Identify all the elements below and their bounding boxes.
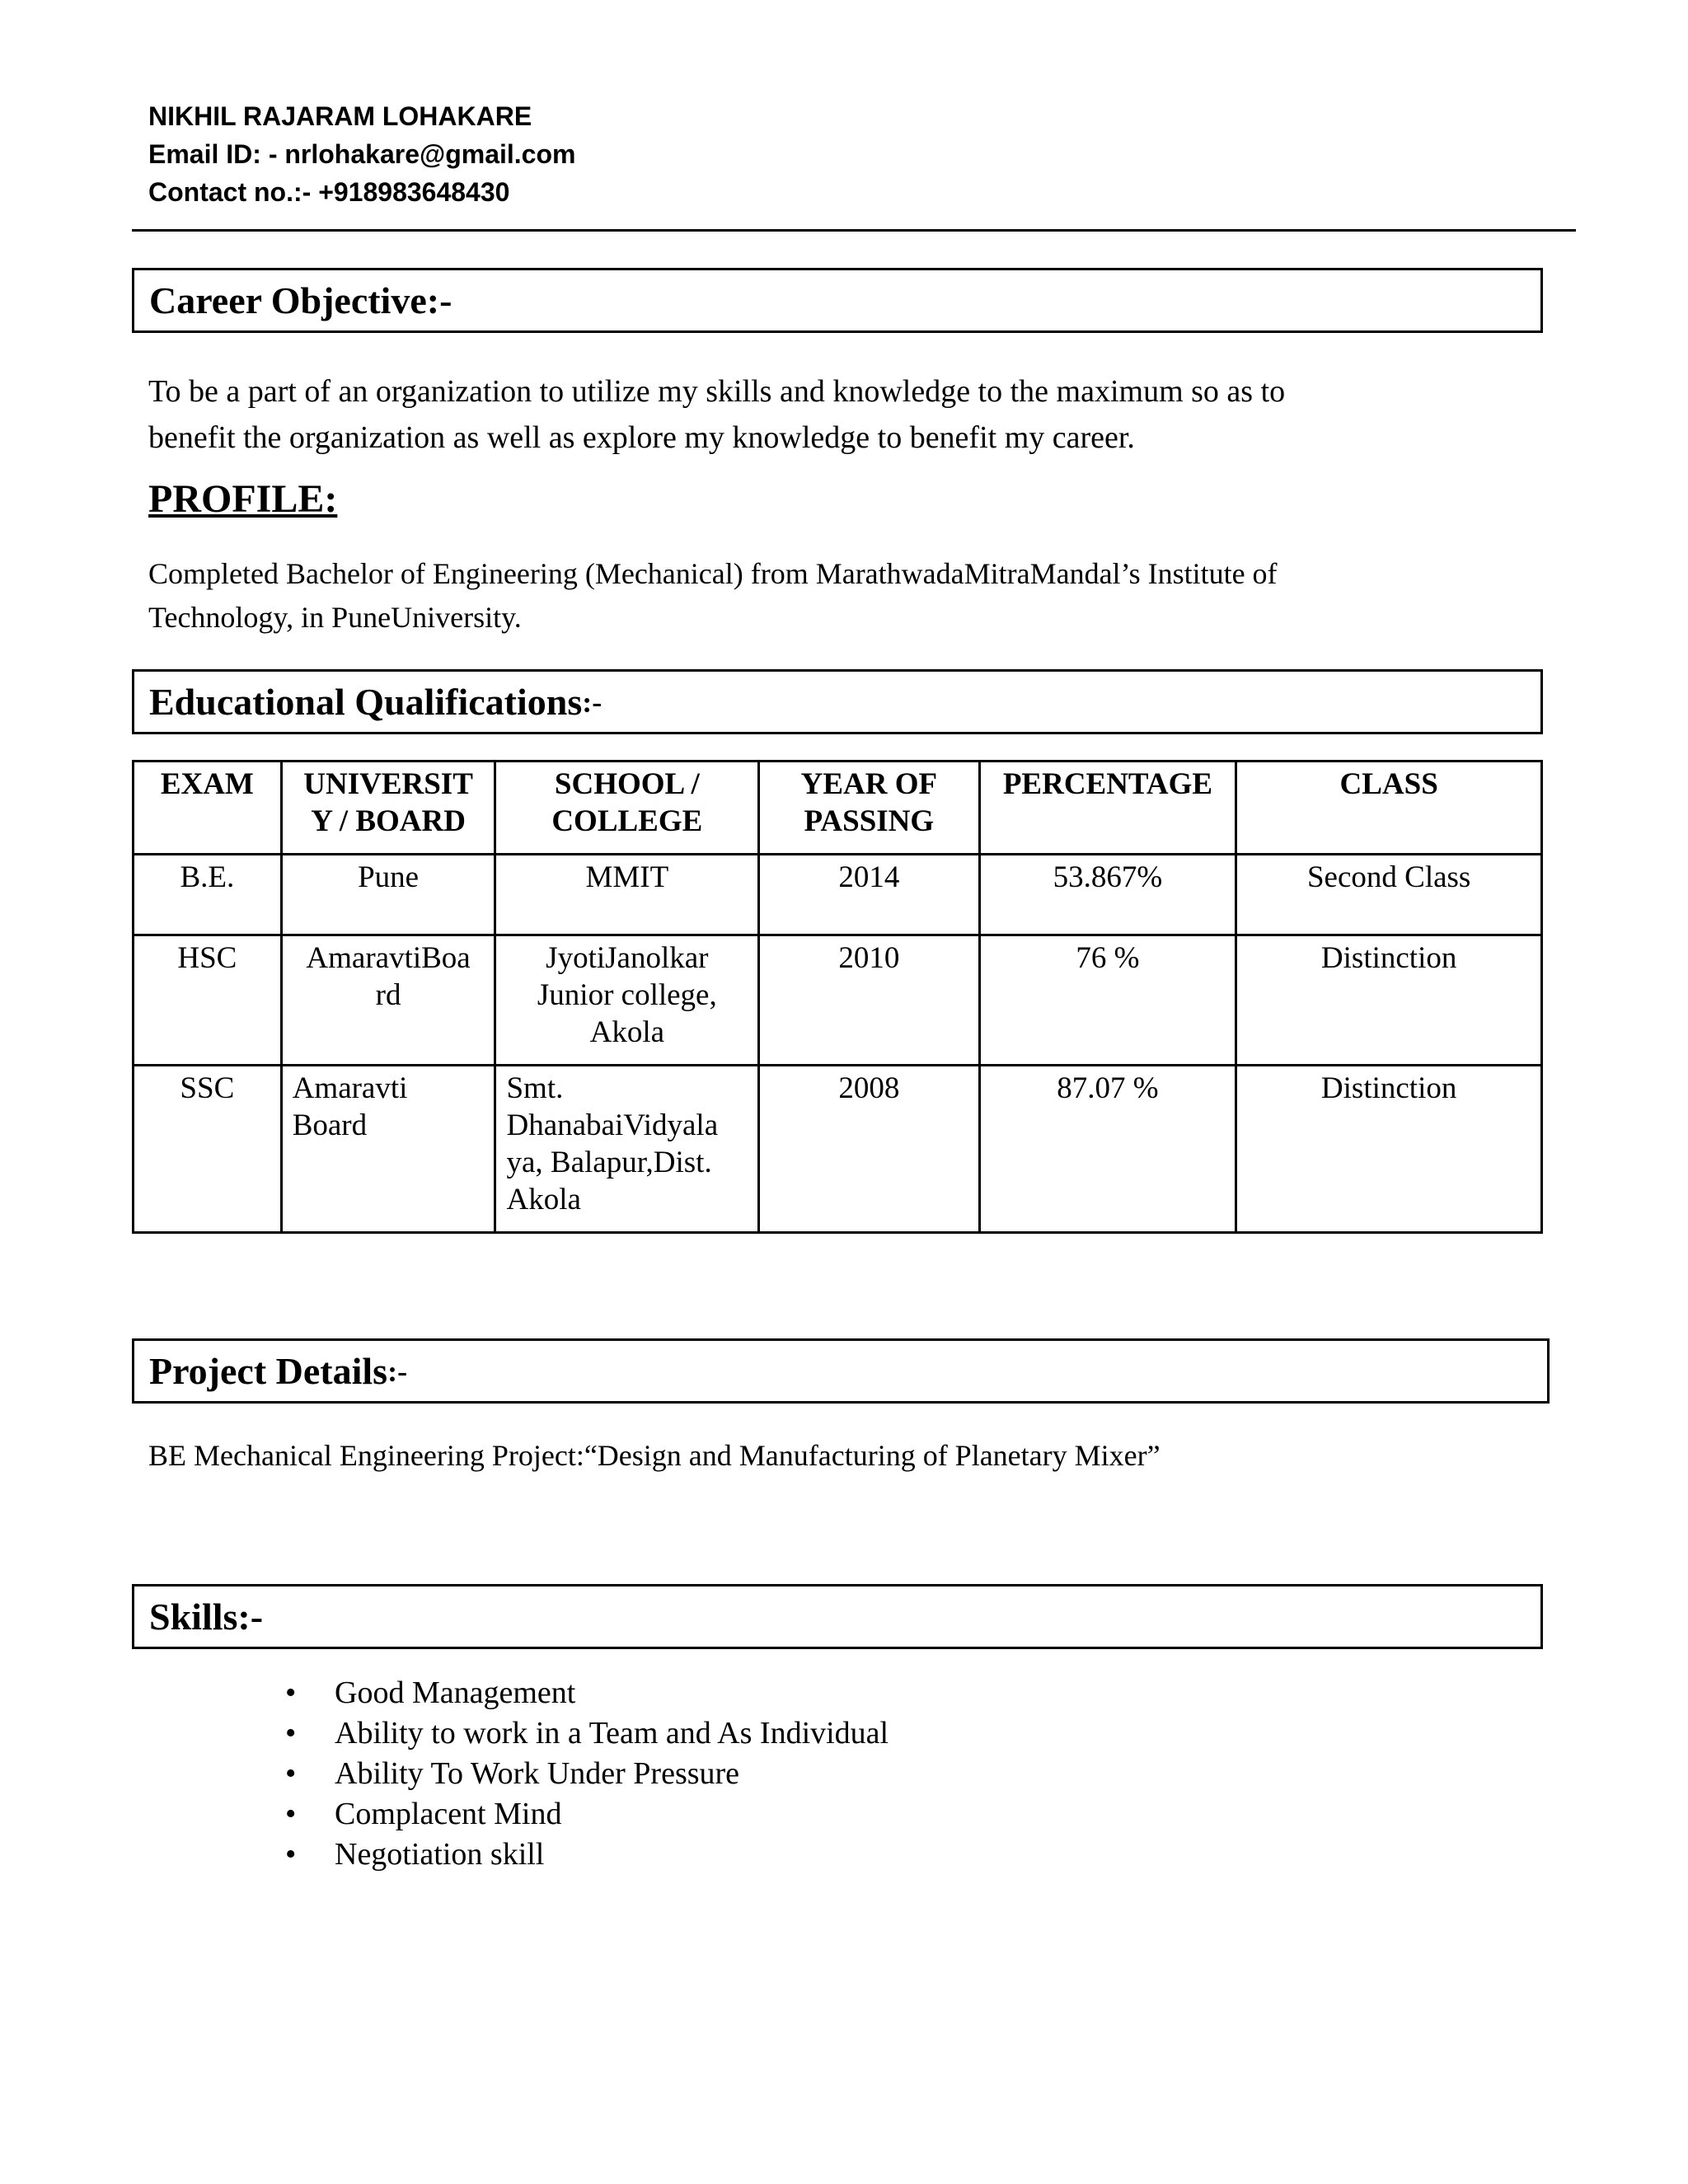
cell-university: Pune (281, 855, 495, 935)
project-title-suffix: :- (387, 1354, 408, 1388)
bullet-icon: • (285, 1837, 297, 1872)
project-heading-box (132, 1338, 1550, 1404)
profile-text (148, 552, 1278, 640)
bullet-icon: • (285, 1797, 297, 1831)
cell-class: Second Class (1236, 855, 1542, 935)
skills-heading-box (132, 1584, 1543, 1649)
list-item (280, 1794, 889, 1835)
list-item (280, 1673, 889, 1713)
career-objective-line-1: To be a part of an organization to utilize my skills and knowledge to the maximum so as to (148, 374, 1286, 409)
profile-line-2: Technology, in PuneUniversity. (148, 601, 522, 634)
cell-school: Smt. DhanabaiVidyala ya, Balapur,Dist. Akola (495, 1066, 759, 1233)
cell-university: AmaravtiBoa rd (281, 935, 495, 1066)
contact-line: Contact no.:- +918983648430 (148, 177, 510, 207)
profile-title: PROFILE: (148, 477, 338, 521)
cell-exam: SSC (134, 1066, 282, 1233)
header-class: CLASS (1236, 762, 1542, 855)
list-item (280, 1713, 889, 1754)
list-item (280, 1754, 889, 1794)
header-year-of-passing: YEAR OF PASSING (759, 762, 979, 855)
skill-text: Good Management (335, 1675, 576, 1710)
bullet-icon: • (285, 1756, 297, 1791)
table-header-row (134, 762, 1542, 855)
project-text: BE Mechanical Engineering Project:“Design and Manufacturing of Planetary Mixer” (148, 1439, 1160, 1472)
cell-exam: HSC (134, 935, 282, 1066)
cell-class: Distinction (1236, 1066, 1542, 1233)
career-objective-heading-box (132, 268, 1543, 333)
project-title: Project Details (149, 1350, 388, 1392)
skill-text: Negotiation skill (335, 1837, 545, 1872)
education-title-suffix: :- (582, 685, 603, 719)
header-divider (132, 229, 1576, 232)
skills-title: Skills:- (149, 1596, 264, 1638)
education-title: Educational Qualifications (149, 681, 583, 723)
bullet-icon: • (285, 1675, 297, 1710)
cell-percentage: 53.867% (979, 855, 1236, 935)
header-percentage: PERCENTAGE (979, 762, 1236, 855)
cell-school: JyotiJanolkar Junior college, Akola (495, 935, 759, 1066)
education-heading-box (132, 669, 1543, 734)
skills-list (280, 1673, 889, 1875)
header-exam: EXAM (134, 762, 282, 855)
skill-text: Complacent Mind (335, 1797, 562, 1831)
cell-class: Distinction (1236, 935, 1542, 1066)
email-line: Email ID: - nrlohakare@gmail.com (148, 139, 576, 169)
cell-university: Amaravti Board (281, 1066, 495, 1233)
table-row (134, 855, 1542, 935)
header-university-board: UNIVERSIT Y / BOARD (281, 762, 495, 855)
header-school-college: SCHOOL / COLLEGE (495, 762, 759, 855)
skill-text: Ability to work in a Team and As Individual (335, 1716, 889, 1750)
resume-header (148, 97, 575, 211)
career-objective-title: Career Objective:- (149, 279, 452, 321)
education-table (132, 760, 1543, 1234)
bullet-icon: • (285, 1716, 297, 1750)
table-row (134, 1066, 1542, 1233)
cell-percentage: 87.07 % (979, 1066, 1236, 1233)
career-objective-line-2: benefit the organization as well as explore my knowledge to benefit my career. (148, 420, 1135, 455)
cell-school: MMIT (495, 855, 759, 935)
cell-year: 2014 (759, 855, 979, 935)
career-objective-text (148, 368, 1285, 461)
profile-line-1: Completed Bachelor of Engineering (Mechanical) from MarathwadaMitraMandal’s Institute of (148, 557, 1278, 590)
cell-percentage: 76 % (979, 935, 1236, 1066)
cell-year: 2010 (759, 935, 979, 1066)
list-item (280, 1835, 889, 1875)
cell-year: 2008 (759, 1066, 979, 1233)
table-row (134, 935, 1542, 1066)
skill-text: Ability To Work Under Pressure (335, 1756, 740, 1791)
candidate-name: NIKHIL RAJARAM LOHAKARE (148, 101, 532, 131)
cell-exam: B.E. (134, 855, 282, 935)
